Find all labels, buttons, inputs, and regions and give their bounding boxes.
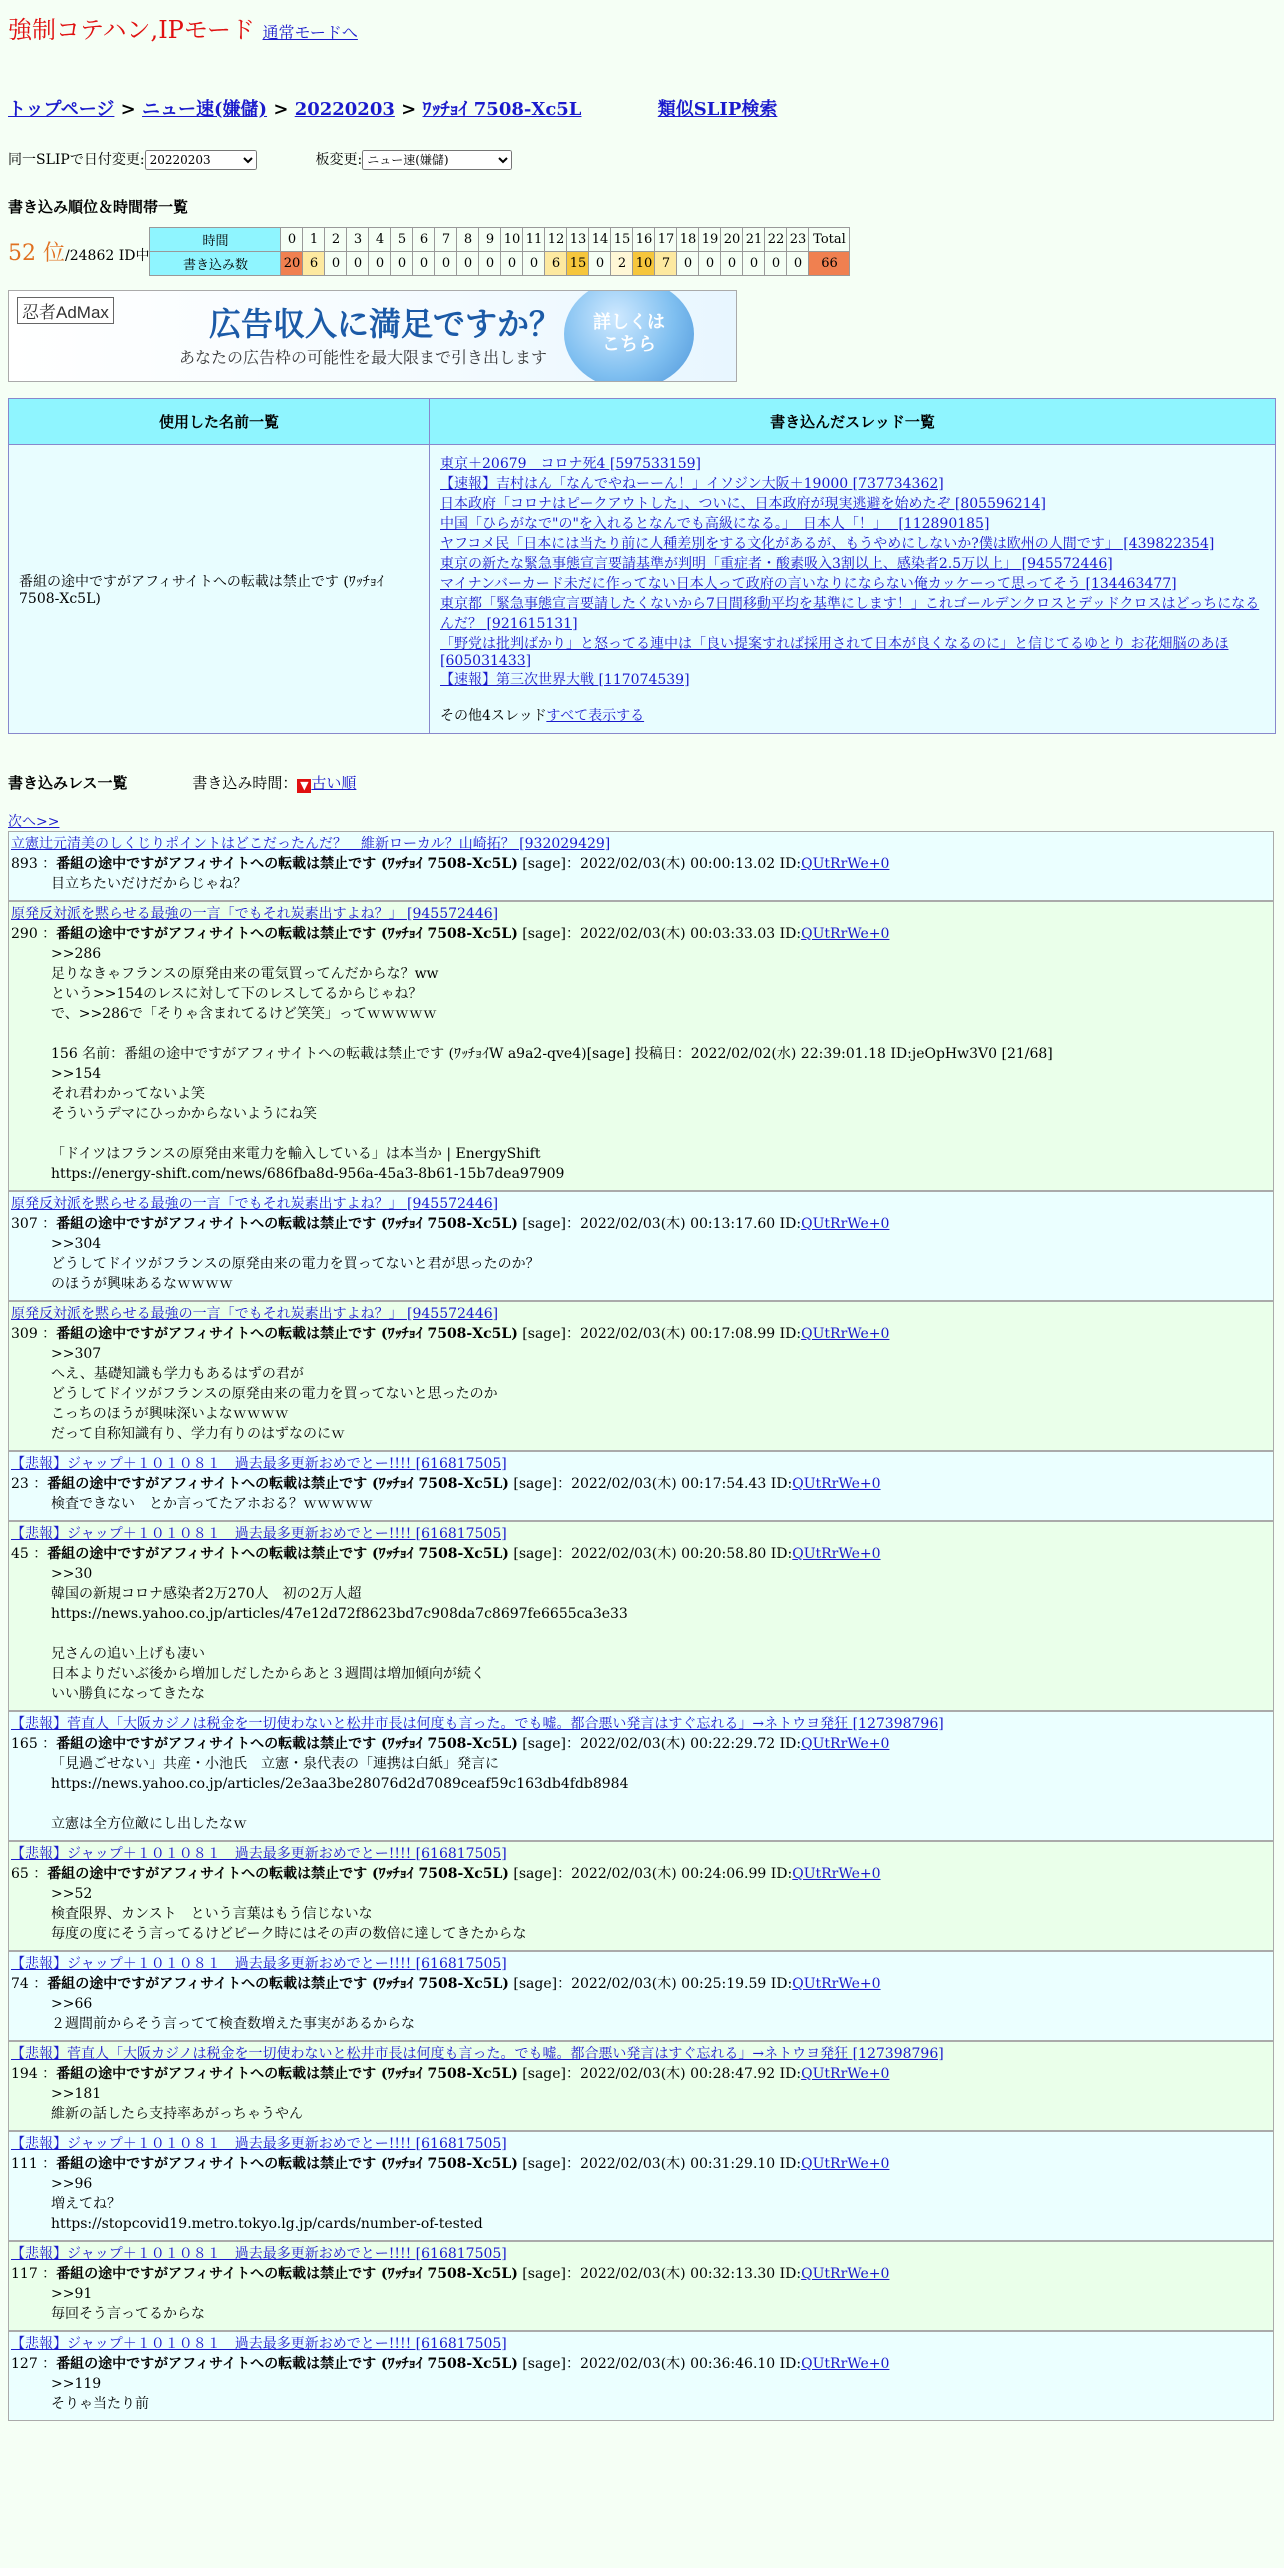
- post: [8, 2041, 1274, 2131]
- breadcrumb-sep: >: [267, 99, 295, 120]
- post-body: >>307 へえ、基礎知識も学力もあるはずの君が どうしてドイツがフランスの原発由来の電力を買ってないと思ったのか こっちのほうが興味深いよなｗｗｗｗ だって自称知識有り、学力有りのはずなのにｗ: [51, 1346, 498, 1442]
- post-body: 「見過ごせない」共産・小池氏 立憲・泉代表の「連携は白紙」発言に https://news.yahoo.co.jp/articles/2e3aa3be28076d2d7089ceaf59c163db4fdb8984 立憲は全方位敵にし出したなｗ: [51, 1756, 629, 1832]
- ad-logo: 忍者AdMax: [17, 297, 114, 324]
- thread-link[interactable]: 東京＋20679 コロナ死4 [597533159]: [440, 456, 701, 472]
- used-name: 番組の途中ですがアフィサイトへの転載は禁止です (ﾜｯﾁｮｲ 7508-Xc5L): [19, 574, 384, 607]
- thread-link[interactable]: マイナンバーカード未だに作ってない日本人って政府の言いなりにならない俺カッケーって思ってそう [134463477]: [440, 576, 1177, 592]
- post: [8, 1951, 1274, 2041]
- post-header: 307 ：番組の途中ですがアフィサイトへの転載は禁止です (ﾜｯﾁｮｲ 7508-Xc5L) [sage]：2022/02/03(木) 00:13:17.60 ID:QUtRrWe+0: [11, 1216, 890, 1232]
- post-number: 309: [11, 1326, 38, 1342]
- post-number: 23: [11, 1476, 29, 1492]
- rank-value: 52 位: [8, 241, 65, 266]
- post-body: 検査できない とか言ってたアホおる？ｗｗｗｗｗ: [51, 1496, 373, 1512]
- post-meta: [sage]：2022/02/03(木) 00:31:29.10 ID:: [522, 2156, 802, 2172]
- post-name: 番組の途中ですがアフィサイトへの転載は禁止です (ﾜｯﾁｮｲ 7508-Xc5L): [56, 1736, 518, 1752]
- thread-link[interactable]: 【速報】吉村はん「なんでやねーーん！」イソジン大阪＋19000 [737734362]: [440, 476, 944, 492]
- hour-cell: 1: [303, 228, 325, 252]
- hour-cell: 6: [413, 228, 435, 252]
- show-all-threads-link[interactable]: すべて表示する: [546, 708, 645, 724]
- mode-title: 強制コテハン,IPモード: [8, 16, 255, 44]
- hour-cell: 5: [391, 228, 413, 252]
- post-header: 165 ：番組の途中ですがアフィサイトへの転載は禁止です (ﾜｯﾁｮｲ 7508-Xc5L) [sage]：2022/02/03(木) 00:22:29.72 ID:QUtRrWe+0: [11, 1736, 890, 1752]
- breadcrumb-sep: >: [114, 99, 143, 120]
- post-header: 23 ：番組の途中ですがアフィサイトへの転載は禁止です (ﾜｯﾁｮｲ 7508-Xc5L) [sage]：2022/02/03(木) 00:17:54.43 ID:QUtRrWe+0: [11, 1476, 881, 1492]
- hour-cell: 15: [611, 228, 633, 252]
- count-cell: 66: [809, 252, 850, 276]
- board-change-label: 板変更:: [315, 152, 363, 168]
- ad-button-label: 詳しくは こちら: [593, 312, 665, 354]
- breadcrumb-board[interactable]: ニュー速(嫌儲): [142, 99, 268, 120]
- post-thread-link[interactable]: 【悲報】ジャップ＋１０１０８１ 過去最多更新おめでとー!!!! [616817505]: [11, 1456, 507, 1472]
- count-cell: 6: [545, 252, 567, 276]
- post-thread-link[interactable]: 【悲報】菅直人「大阪カジノは税金を一切使わないと松井市長は何度も言った。でも嘘。都合悪い発言はすぐ忘れる」→ネトウヨ発狂 [127398796]: [11, 1716, 944, 1732]
- posts-header: [8, 772, 1276, 793]
- post-body: >>96 増えてね？ https://stopcovid19.metro.tokyo.lg.jp/cards/number-of-tested: [51, 2176, 483, 2232]
- board-select[interactable]: [362, 150, 512, 170]
- post-thread-link[interactable]: 【悲報】ジャップ＋１０１０８１ 過去最多更新おめでとー!!!! [616817505]: [11, 1526, 507, 1542]
- hour-cell: 12: [545, 228, 567, 252]
- post: [8, 1841, 1274, 1951]
- post-id-link[interactable]: QUtRrWe+0: [792, 1976, 881, 1992]
- post-body: >>91 毎回そう言ってるからな: [51, 2286, 205, 2322]
- date-change-label: 同一SLIPで日付変更:: [8, 152, 145, 168]
- hour-cell: 20: [721, 228, 743, 252]
- post: [8, 901, 1274, 1191]
- count-cell: 0: [589, 252, 611, 276]
- names-threads-table: [8, 398, 1276, 734]
- post-meta: [sage]：2022/02/03(木) 00:17:54.43 ID:: [513, 1476, 793, 1492]
- post-body: >>304 どうしてドイツがフランスの原発由来の電力を買ってないと君が思ったのか？ のほうが興味あるなｗｗｗｗ: [51, 1236, 540, 1292]
- post-thread-link[interactable]: 【悲報】ジャップ＋１０１０８１ 過去最多更新おめでとー!!!! [616817505]: [11, 1846, 507, 1862]
- post-number: 307: [11, 1216, 38, 1232]
- count-cell: 0: [413, 252, 435, 276]
- date-select[interactable]: [145, 150, 257, 170]
- ad-subtext: あなたの広告枠の可能性を最大限まで引き出します: [179, 350, 548, 367]
- hour-cell: 23: [787, 228, 809, 252]
- post-thread-link[interactable]: 【悲報】菅直人「大阪カジノは税金を一切使わないと松井市長は何度も言った。でも嘘。都合悪い発言はすぐ忘れる」→ネトウヨ発狂 [127398796]: [11, 2046, 944, 2062]
- ad-details-button[interactable]: [564, 290, 694, 382]
- hour-cell: 4: [369, 228, 391, 252]
- post-header: 111 ：番組の途中ですがアフィサイトへの転載は禁止です (ﾜｯﾁｮｲ 7508-Xc5L) [sage]：2022/02/03(木) 00:31:29.10 ID:QUtRrWe+0: [11, 2156, 890, 2172]
- count-cell: 6: [303, 252, 325, 276]
- post-number: 117: [11, 2266, 38, 2282]
- post-list: [0, 831, 1284, 2421]
- post-name: 番組の途中ですがアフィサイトへの転載は禁止です (ﾜｯﾁｮｲ 7508-Xc5L): [56, 1216, 518, 1232]
- count-cell: 0: [523, 252, 545, 276]
- count-cell: 0: [435, 252, 457, 276]
- count-cell: 0: [743, 252, 765, 276]
- post-id-link[interactable]: QUtRrWe+0: [801, 926, 890, 942]
- hour-cell: Total: [809, 228, 850, 252]
- posts-title: 書き込みレス一覧: [8, 774, 128, 792]
- ad-banner[interactable]: [8, 290, 737, 382]
- counts-label: 書き込み数: [150, 252, 281, 276]
- post-number: 74: [11, 1976, 29, 1992]
- post: [8, 831, 1274, 901]
- hourly-table: [149, 227, 850, 276]
- hour-cell: 3: [347, 228, 369, 252]
- post-number: 65: [11, 1866, 29, 1882]
- post-name: 番組の途中ですがアフィサイトへの転載は禁止です (ﾜｯﾁｮｲ 7508-Xc5L): [56, 926, 518, 942]
- post-thread-link[interactable]: 【悲報】ジャップ＋１０１０８１ 過去最多更新おめでとー!!!! [616817505]: [11, 2336, 507, 2352]
- post-name: 番組の途中ですがアフィサイトへの転載は禁止です (ﾜｯﾁｮｲ 7508-Xc5L): [47, 1476, 509, 1492]
- count-cell: 20: [281, 252, 303, 276]
- thread-link[interactable]: 「野党は批判ばかり」と怒ってる連中は「良い提案すれば採用されて日本が良くなるのに」と信じてるゆとり お花畑脳のあほ [605031433]: [440, 636, 1229, 669]
- mode-header: [8, 10, 1276, 45]
- hour-cell: 13: [567, 228, 589, 252]
- post-meta: [sage]：2022/02/03(木) 00:25:19.59 ID:: [513, 1976, 793, 1992]
- post-body: >>66 ２週間前からそう言ってて検査数増えた事実があるからな: [51, 1996, 415, 2032]
- post: [8, 1711, 1274, 1841]
- breadcrumb-date[interactable]: 20220203: [294, 99, 395, 120]
- post-name: 番組の途中ですがアフィサイトへの転載は禁止です (ﾜｯﾁｮｲ 7508-Xc5L): [56, 2356, 518, 2372]
- name-list-cell: [9, 445, 430, 734]
- post-body: >>119 そりゃ当たり前: [51, 2376, 149, 2412]
- count-cell: 2: [611, 252, 633, 276]
- more-threads-count: その他4スレッド: [440, 708, 547, 724]
- controls: [8, 149, 1276, 170]
- count-cell: 10: [633, 252, 655, 276]
- post: [8, 1191, 1274, 1301]
- more-threads: [440, 705, 1265, 725]
- ranking-heading: 書き込み順位＆時間帯一覧: [8, 198, 189, 216]
- post-meta: [sage]：2022/02/03(木) 00:13:17.60 ID:: [522, 1216, 802, 1232]
- post-name: 番組の途中ですがアフィサイトへの転載は禁止です (ﾜｯﾁｮｲ 7508-Xc5L): [47, 1976, 509, 1992]
- rank-total: /24862 ID中: [65, 248, 150, 264]
- thread-link[interactable]: 中国「ひらがなで"の"を入れるとなんでも高級になる。」 日本人「！」 [112890185]: [440, 516, 990, 532]
- hour-cell: 16: [633, 228, 655, 252]
- post-number: 893: [11, 856, 38, 872]
- thread-link[interactable]: 東京の新たな緊急事態宣言要請基準が判明「重症者・酸素吸入3割以上、感染者2.5万以上」 [945572446]: [440, 556, 1113, 572]
- time-order-label: 書き込み時間：: [192, 774, 298, 792]
- post-header: 309 ：番組の途中ですがアフィサイトへの転載は禁止です (ﾜｯﾁｮｲ 7508-Xc5L) [sage]：2022/02/03(木) 00:17:08.99 ID:QUtRrWe+0: [11, 1326, 890, 1342]
- post-body: >>286 足りなきゃフランスの原発由来の電気買ってんだからな？ww という>>154のレスに対して下のレスしてるからじゃね？ で、>>286で「そりゃ含まれてるけど笑笑」ってｗｗｗｗｗ 156 名前：番組の途中ですがアフィサイトへの転載は禁止です (ﾜｯﾁｮｲW a9a2-qve4)[sage] 投稿日：2022/02/02(水) 22:39:01.18 ID:jeOpHw3V0 [21/68] >>154 それ君わかってないよ笑 そういうデマにひっかからないようにね笑 「ドイツはフランスの原発由来電力を輸入している」は本当か | EnergyShift https://energy-shift.com/news/686fba8d-956a-45a3-8b61-15b7dea97909: [51, 946, 1053, 1182]
- names-header: 使用した名前一覧: [9, 399, 430, 445]
- hour-cell: 9: [479, 228, 501, 252]
- count-cell: 0: [699, 252, 721, 276]
- post: [8, 1521, 1274, 1711]
- hour-cell: 19: [699, 228, 721, 252]
- post: [8, 1451, 1274, 1521]
- post-header: 893 ：番組の途中ですがアフィサイトへの転載は禁止です (ﾜｯﾁｮｲ 7508-Xc5L) [sage]：2022/02/03(木) 00:00:13.02 ID:QUtRrWe+0: [11, 856, 890, 872]
- post: [8, 2331, 1274, 2421]
- hour-cell: 0: [281, 228, 303, 252]
- post-header: 127 ：番組の途中ですがアフィサイトへの転載は禁止です (ﾜｯﾁｮｲ 7508-Xc5L) [sage]：2022/02/03(木) 00:36:46.10 ID:QUtRrWe+0: [11, 2356, 890, 2372]
- normal-mode-link[interactable]: 通常モードへ: [262, 23, 358, 42]
- sort-icon: ▼: [297, 779, 311, 793]
- post-meta: [sage]：2022/02/03(木) 00:17:08.99 ID:: [522, 1326, 802, 1342]
- post-id-link[interactable]: QUtRrWe+0: [801, 1326, 890, 1342]
- post-name: 番組の途中ですがアフィサイトへの転載は禁止です (ﾜｯﾁｮｲ 7508-Xc5L): [56, 2156, 518, 2172]
- thread-link[interactable]: 【速報】第三次世界大戦 [117074539]: [440, 672, 690, 688]
- breadcrumb-home[interactable]: トップページ: [8, 99, 115, 120]
- count-cell: 0: [457, 252, 479, 276]
- post-meta: [sage]：2022/02/03(木) 00:00:13.02 ID:: [522, 856, 802, 872]
- hour-cell: 8: [457, 228, 479, 252]
- post-name: 番組の途中ですがアフィサイトへの転載は禁止です (ﾜｯﾁｮｲ 7508-Xc5L): [47, 1546, 509, 1562]
- post-header: 45 ：番組の途中ですがアフィサイトへの転載は禁止です (ﾜｯﾁｮｲ 7508-Xc5L) [sage]：2022/02/03(木) 00:20:58.80 ID:QUtRrWe+0: [11, 1546, 881, 1562]
- threads-header: 書き込んだスレッド一覧: [430, 399, 1276, 445]
- post-thread-link[interactable]: 原発反対派を黙らせる最強の一言「でもそれ炭素出すよね？」 [945572446]: [11, 906, 499, 922]
- post-thread-link[interactable]: 立憲辻元清美のしくじりポイントはどこだったんだ？ 維新ローカル？山崎拓？ [932029429]: [11, 836, 611, 852]
- hour-cell: 21: [743, 228, 765, 252]
- post-id-link[interactable]: QUtRrWe+0: [801, 2356, 890, 2372]
- post-header: 74 ：番組の途中ですがアフィサイトへの転載は禁止です (ﾜｯﾁｮｲ 7508-Xc5L) [sage]：2022/02/03(木) 00:25:19.59 ID:QUtRrWe+0: [11, 1976, 881, 1992]
- count-cell: 0: [347, 252, 369, 276]
- count-cell: 0: [479, 252, 501, 276]
- hour-cell: 2: [325, 228, 347, 252]
- count-cell: 0: [765, 252, 787, 276]
- post-id-link[interactable]: QUtRrWe+0: [792, 1546, 881, 1562]
- count-cell: 0: [391, 252, 413, 276]
- post-meta: [sage]：2022/02/03(木) 00:36:46.10 ID:: [522, 2356, 802, 2372]
- post-number: 45: [11, 1546, 29, 1562]
- next-page-link[interactable]: 次へ>>: [8, 814, 60, 830]
- post: [8, 2131, 1274, 2241]
- post: [8, 2241, 1274, 2331]
- thread-link[interactable]: 日本政府「コロナはピークアウトした」、ついに、日本政府が現実逃避を始めたぞ [805596214]: [440, 496, 1046, 512]
- rank-display: [8, 236, 149, 267]
- post-name: 番組の途中ですがアフィサイトへの転載は禁止です (ﾜｯﾁｮｲ 7508-Xc5L): [56, 2266, 518, 2282]
- post-meta: [sage]：2022/02/03(木) 00:22:29.72 ID:: [522, 1736, 802, 1752]
- post-id-link[interactable]: QUtRrWe+0: [801, 1736, 890, 1752]
- breadcrumb-slip[interactable]: ﾜｯﾁｮｲ 7508-Xc5L: [422, 99, 582, 120]
- sort-oldest-link[interactable]: 古い順: [311, 774, 357, 792]
- post-name: 番組の途中ですがアフィサイトへの転載は禁止です (ﾜｯﾁｮｲ 7508-Xc5L): [47, 1866, 509, 1882]
- post-body: >>30 韓国の新規コロナ感染者2万270人 初の2万人超 https://news.yahoo.co.jp/articles/47e12d72f8623bd7c908da7c8697fe6655ca3e33 兄さんの追い上げも凄い 日本よりだいぶ後から増加しだしたからあと３週間は増加傾向が続く いい勝負になってきたな: [51, 1566, 628, 1702]
- post-thread-link[interactable]: 原発反対派を黙らせる最強の一言「でもそれ炭素出すよね？」 [945572446]: [11, 1306, 499, 1322]
- post-id-link[interactable]: QUtRrWe+0: [801, 2266, 890, 2282]
- post-name: 番組の途中ですがアフィサイトへの転載は禁止です (ﾜｯﾁｮｲ 7508-Xc5L): [56, 856, 518, 872]
- breadcrumb-sep: >: [394, 99, 423, 120]
- post-meta: [sage]：2022/02/03(木) 00:28:47.92 ID:: [522, 2066, 802, 2082]
- count-cell: 15: [567, 252, 589, 276]
- post-header: 290 ：番組の途中ですがアフィサイトへの転載は禁止です (ﾜｯﾁｮｲ 7508-Xc5L) [sage]：2022/02/03(木) 00:03:33.03 ID:QUtRrWe+0: [11, 926, 890, 942]
- post-number: 165: [11, 1736, 38, 1752]
- post-id-link[interactable]: QUtRrWe+0: [792, 1866, 881, 1882]
- count-cell: 7: [655, 252, 677, 276]
- count-cell: 0: [677, 252, 699, 276]
- post-thread-link[interactable]: 【悲報】ジャップ＋１０１０８１ 過去最多更新おめでとー!!!! [616817505]: [11, 1956, 507, 1972]
- post-number: 194: [11, 2066, 38, 2082]
- hour-cell: 14: [589, 228, 611, 252]
- count-cell: 0: [787, 252, 809, 276]
- post-id-link[interactable]: QUtRrWe+0: [801, 2066, 890, 2082]
- post-number: 127: [11, 2356, 38, 2372]
- post-id-link[interactable]: QUtRrWe+0: [801, 2156, 890, 2172]
- post-meta: [sage]：2022/02/03(木) 00:20:58.80 ID:: [513, 1546, 793, 1562]
- post-name: 番組の途中ですがアフィサイトへの転載は禁止です (ﾜｯﾁｮｲ 7508-Xc5L): [56, 1326, 518, 1342]
- hour-cell: 10: [501, 228, 523, 252]
- post-name: 番組の途中ですがアフィサイトへの転載は禁止です (ﾜｯﾁｮｲ 7508-Xc5L): [56, 2066, 518, 2082]
- post-thread-link[interactable]: 原発反対派を黙らせる最強の一言「でもそれ炭素出すよね？」 [945572446]: [11, 1196, 499, 1212]
- hours-label: 時間: [150, 228, 281, 252]
- post-body: >>52 検査限界、カンスト という言葉はもう信じないな 毎度の度にそう言ってるけどピーク時にはその声の数倍に達してきたからな: [51, 1886, 527, 1942]
- post-number: 111: [11, 2156, 38, 2172]
- similar-slip-search-link[interactable]: 類似SLIP検索: [657, 99, 778, 120]
- post-meta: [sage]：2022/02/03(木) 00:03:33.03 ID:: [522, 926, 802, 942]
- count-cell: 0: [325, 252, 347, 276]
- breadcrumb: [8, 95, 1276, 121]
- hour-cell: 17: [655, 228, 677, 252]
- post-body: >>181 維新の話したら支持率あがっちゃうやん: [51, 2086, 303, 2122]
- hour-cell: 22: [765, 228, 787, 252]
- thread-list-cell: [430, 445, 1276, 734]
- post-header: 117 ：番組の途中ですがアフィサイトへの転載は禁止です (ﾜｯﾁｮｲ 7508-Xc5L) [sage]：2022/02/03(木) 00:32:13.30 ID:QUtRrWe+0: [11, 2266, 890, 2282]
- count-cell: 0: [369, 252, 391, 276]
- hour-cell: 18: [677, 228, 699, 252]
- thread-list: [440, 453, 1265, 689]
- thread-link[interactable]: ヤフコメ民「日本には当たり前に人種差別をする文化があるが、もうやめにしないか?僕は欧州の人間です」 [439822354]: [440, 536, 1215, 552]
- post-id-link[interactable]: QUtRrWe+0: [801, 856, 890, 872]
- post-number: 290: [11, 926, 38, 942]
- post-body: 目立ちたいだけだからじゃね？: [51, 876, 247, 892]
- post-header: 194 ：番組の途中ですがアフィサイトへの転載は禁止です (ﾜｯﾁｮｲ 7508-Xc5L) [sage]：2022/02/03(木) 00:28:47.92 ID:QUtRrWe+0: [11, 2066, 890, 2082]
- hour-cell: 7: [435, 228, 457, 252]
- post-meta: [sage]：2022/02/03(木) 00:24:06.99 ID:: [513, 1866, 793, 1882]
- post-header: 65 ：番組の途中ですがアフィサイトへの転載は禁止です (ﾜｯﾁｮｲ 7508-Xc5L) [sage]：2022/02/03(木) 00:24:06.99 ID:QUtRrWe+0: [11, 1866, 881, 1882]
- ad-headline: 広告収入に満足ですか？: [209, 306, 562, 342]
- post-thread-link[interactable]: 【悲報】ジャップ＋１０１０８１ 過去最多更新おめでとー!!!! [616817505]: [11, 2246, 507, 2262]
- post-id-link[interactable]: QUtRrWe+0: [792, 1476, 881, 1492]
- post-meta: [sage]：2022/02/03(木) 00:32:13.30 ID:: [522, 2266, 802, 2282]
- count-cell: 0: [501, 252, 523, 276]
- post-id-link[interactable]: QUtRrWe+0: [801, 1216, 890, 1232]
- count-cell: 0: [721, 252, 743, 276]
- post-thread-link[interactable]: 【悲報】ジャップ＋１０１０８１ 過去最多更新おめでとー!!!! [616817505]: [11, 2136, 507, 2152]
- hour-cell: 11: [523, 228, 545, 252]
- post: [8, 1301, 1274, 1451]
- ranking-section: [8, 227, 1276, 276]
- thread-link[interactable]: 東京都「緊急事態宣言要請したくないから7日間移動平均を基準にします！」これゴールデンクロスとデッドクロスはどっちになるんだ？ [921615131]: [440, 596, 1260, 632]
